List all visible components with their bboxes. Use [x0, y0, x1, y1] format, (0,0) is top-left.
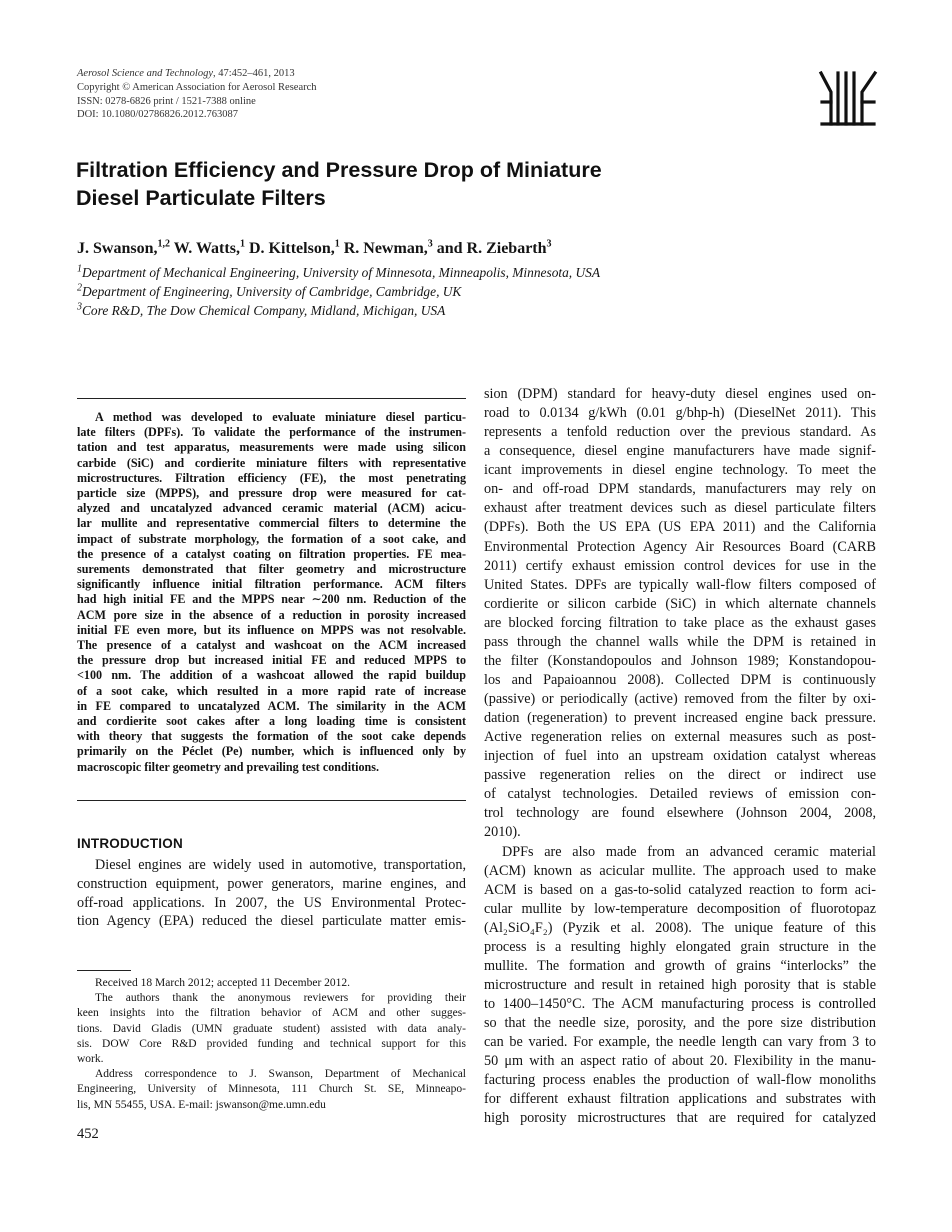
body-line: trol technology are found elsewhere (Johnson 2004, 2008,: [484, 805, 876, 822]
abstract-line: ACM pore size in the absence of a reduction in porosity increased: [77, 607, 466, 622]
affiliation: $^2$Department of Engineering, University of Cambridge, Cambridge, UK: [77, 282, 462, 299]
author: and R. Ziebarth$^3$: [432, 238, 552, 257]
affiliation: $^3$Core R&D, The Dow Chemical Company, Midland, Michigan, USA: [77, 301, 446, 318]
abstract-line: primarily on the Péclet (Pe) number, which is influenced only by: [77, 744, 466, 759]
body-line: 2010).: [484, 824, 521, 841]
body-line: icant improvements in diesel engine technology. To meet the: [484, 462, 876, 479]
page-number: 452: [77, 1126, 99, 1142]
body-line: (Al₂SiO₄F₂) (Pyzik et al. 2008). The unique feature of this: [484, 919, 876, 936]
body-line: 50 μm with an aspect ratio of about 20. Flexibility in the manu-: [484, 1053, 876, 1070]
body-line: (passive) or periodically (active) removed from the filter by oxi-: [484, 691, 876, 707]
body-line: exhaust after treatment devices such as diesel particulate filters: [484, 500, 876, 517]
body-line: so that the needle size, porosity, and the pore size distribution: [484, 1015, 876, 1032]
body-line: Environmental Protection Agency Air Resources Board (CARB: [484, 538, 876, 555]
body-line: can be varied. For example, the needle length can vary from 3 to: [484, 1034, 876, 1051]
body-line: 2011) certify exhaust emission control devices for use in the: [484, 557, 876, 574]
abstract-line: of a soot cake, which resulted in a more rapid rate of increase: [77, 683, 466, 698]
body-line: microstructure and result in retained high porosity that is stable: [484, 976, 876, 993]
footnote-line: keen insights into the filtration behavior of ACM and other sugges-: [77, 1007, 466, 1020]
aaar-logo-icon: [818, 70, 878, 126]
journal-citation: Aerosol Science and Technology, 47:452–461, 2013: [77, 68, 295, 79]
abstract-top-rule: [77, 398, 466, 399]
footnote-line: The authors thank the anonymous reviewers for providing their: [95, 992, 466, 1005]
body-line: Diesel engines are widely used in automotive, transportation,: [95, 857, 466, 873]
footnote-line: Engineering, University of Minnesota, 111 Church St. SE, Minneapo-: [77, 1083, 466, 1096]
body-line: facturing process enables the production of wall-flow monoliths: [484, 1072, 876, 1089]
abstract-line: with theory that suggests the formation of the soot cake depends: [77, 729, 466, 744]
body-line: DPFs are also made from an advanced ceramic material: [502, 843, 876, 860]
body-line: injection of fuel into an upstream oxidation catalyst whereas: [484, 748, 876, 765]
body-line: pass through the channel walls while the DPM is retained in: [484, 633, 876, 650]
footnote-line: tions. David Gladis (UMN graduate student) assisted with data analy-: [77, 1022, 466, 1035]
title-line: Diesel Particulate Filters: [76, 186, 326, 210]
footnote-line: lis, MN 55455, USA. E-mail: jswanson@me.umn.edu: [77, 1098, 326, 1111]
abstract-line: had high initial FE and the MPPS near ∼200 nm. Reduction of the: [77, 592, 466, 607]
abstract-line: The presence of a catalyst and washcoat on the ACM increased: [77, 638, 466, 653]
abstract-line: particle size (MPPS), and pressure drop were measured for cat-: [77, 486, 466, 501]
affiliation: $^1$Department of Mechanical Engineering, University of Minnesota, Minneapolis, Minnesota, USA: [77, 263, 601, 280]
footnote-line: Received 18 March 2012; accepted 11 December 2012.: [95, 977, 351, 989]
body-line: of catalyst technologies. Detailed reviews of emission con-: [484, 786, 876, 803]
abstract-line: significantly influence initial filtration performance. ACM filters: [77, 577, 466, 592]
journal-header: [77, 67, 497, 122]
affiliations: [77, 263, 857, 320]
footnote-line: work.: [77, 1053, 104, 1066]
body-line: Active regeneration relies on external measures such as post-: [484, 729, 876, 746]
body-line: sion (DPM) standard for heavy-duty diesel engines used on-: [484, 386, 876, 402]
footnote-line: sis. DOW Core R&D provided funding and technical support for this: [77, 1037, 466, 1050]
body-line: represents a tenfold reduction over the previous standard. As: [484, 424, 876, 441]
abstract-line: surements demonstrated that filter geometry and microstructure: [77, 562, 466, 577]
body-line: a consequence, diesel engine manufacturers have made signif-: [484, 443, 876, 460]
issn-line: ISSN: 0278-6826 print / 1521-7388 online: [77, 95, 256, 107]
footnote-rule: [77, 970, 131, 971]
abstract-line: tation and test apparatus, measurements were made using silicon: [77, 440, 466, 455]
right-column-text: [484, 385, 876, 1128]
body-line: cordierite or silicon carbide (SiC) in which alternate channels: [484, 595, 876, 612]
author: J. Swanson,$^{1,2}$: [77, 238, 170, 257]
body-line: on- and off-road DPM standards, manufacturers may rely on: [484, 481, 876, 498]
footnote-line: Address correspondence to J. Swanson, Department of Mechanical: [95, 1068, 466, 1081]
body-line: los and Papaioannou 2008). Collected DPM is continuously: [484, 671, 876, 688]
body-line: United States. DPFs are typically wall-flow filters composed of: [484, 576, 876, 593]
body-line: construction equipment, power generators, marine engines, and: [77, 875, 466, 892]
body-line: cular mullite by low-temperature decomposition of fluorotopaz: [484, 900, 876, 917]
paper-title: [76, 156, 836, 212]
abstract-line: impact of substrate morphology, the formation of a soot cake, and: [77, 531, 466, 546]
abstract-line: A method was developed to evaluate miniature diesel particu-: [95, 410, 466, 424]
body-line: tion Agency (EPA) reduced the diesel particulate matter emis-: [77, 913, 466, 930]
doi-line: DOI: 10.1080/02786826.2012.763087: [77, 109, 238, 121]
abstract-line: initial FE even more, but its influence on MPPS was not resolvable.: [77, 622, 466, 637]
journal-name: Aerosol Science and Technology: [77, 68, 213, 79]
body-line: for different exhaust filtration applications and substrates with: [484, 1091, 876, 1108]
body-line: process is a resulting highly elongated grain structure in the: [484, 938, 876, 955]
body-line: the filter (Konstandopoulos and Johnson 1989; Konstandopou-: [484, 652, 876, 669]
footnote: [77, 976, 466, 1113]
author: R. Newman,$^3$: [339, 238, 433, 257]
title-line: Filtration Efficiency and Pressure Drop of Miniature: [76, 158, 602, 182]
author: D. Kittelson,$^1$: [244, 238, 340, 257]
author: W. Watts,$^1$: [169, 238, 245, 257]
abstract-line: alyzed and uncatalyzed advanced ceramic material (ACM) acicu-: [77, 501, 466, 516]
abstract-line: <100 nm. The addition of a washcoat allowed the rapid buildup: [77, 668, 466, 683]
body-line: (ACM) known as acicular mullite. The approach used to make: [484, 862, 876, 879]
body-line: road to 0.0134 g/kWh (0.01 g/bhp-h) (DieselNet 2011). This: [484, 405, 876, 422]
abstract-line: the presence of a catalyst coating on filtration properties. FE mea-: [77, 546, 466, 561]
abstract-line: macroscopic filter geometry and prevailing test conditions.: [77, 759, 379, 774]
copyright-line: Copyright © American Association for Aerosol Research: [77, 81, 317, 93]
abstract-line: carbide (SiC) and cordierite miniature filters with representative: [77, 455, 466, 470]
body-line: high porosity microstructures that are required for catalyzed: [484, 1110, 876, 1127]
body-line: off-road applications. In 2007, the US Environmental Protec-: [77, 894, 466, 911]
abstract-line: microstructures. Filtration efficiency (FE), the most penetrating: [77, 470, 466, 485]
section-heading-introduction: INTRODUCTION: [77, 836, 183, 851]
abstract: [77, 410, 466, 775]
body-line: mullite. The formation and growth of grains “interlocks” the: [484, 957, 876, 974]
body-line: ACM is based on a gas-to-solid catalyzed reaction to form aci-: [484, 881, 876, 898]
abstract-line: and cordierite soot cakes after a long loading time is consistent: [77, 714, 466, 729]
body-line: dation (regeneration) to prevent increased engine back pressure.: [484, 710, 876, 727]
body-line: (DPFs). Both the US EPA (US EPA 2011) and the California: [484, 519, 876, 536]
author-list: [77, 238, 837, 260]
abstract-line: in FE compared to uncatalyzed ACM. The similarity in the ACM: [77, 698, 466, 713]
body-line: to 1400–1450°C. The ACM manufacturing process is controlled: [484, 996, 876, 1012]
abstract-line: the pressure drop but increased initial FE and reduced MPPS to: [77, 653, 466, 668]
introduction-text: [77, 856, 466, 931]
body-line: are blocked forcing filtration to take place as the exhaust gases: [484, 614, 876, 631]
abstract-line: lar mullite and representative commercial filters to determine the: [77, 516, 466, 531]
body-line: passive regeneration relies on the direct or indirect use: [484, 767, 876, 784]
abstract-line: late filters (DPFs). To validate the performance of the instrumen-: [77, 425, 466, 440]
abstract-bottom-rule: [77, 800, 466, 801]
